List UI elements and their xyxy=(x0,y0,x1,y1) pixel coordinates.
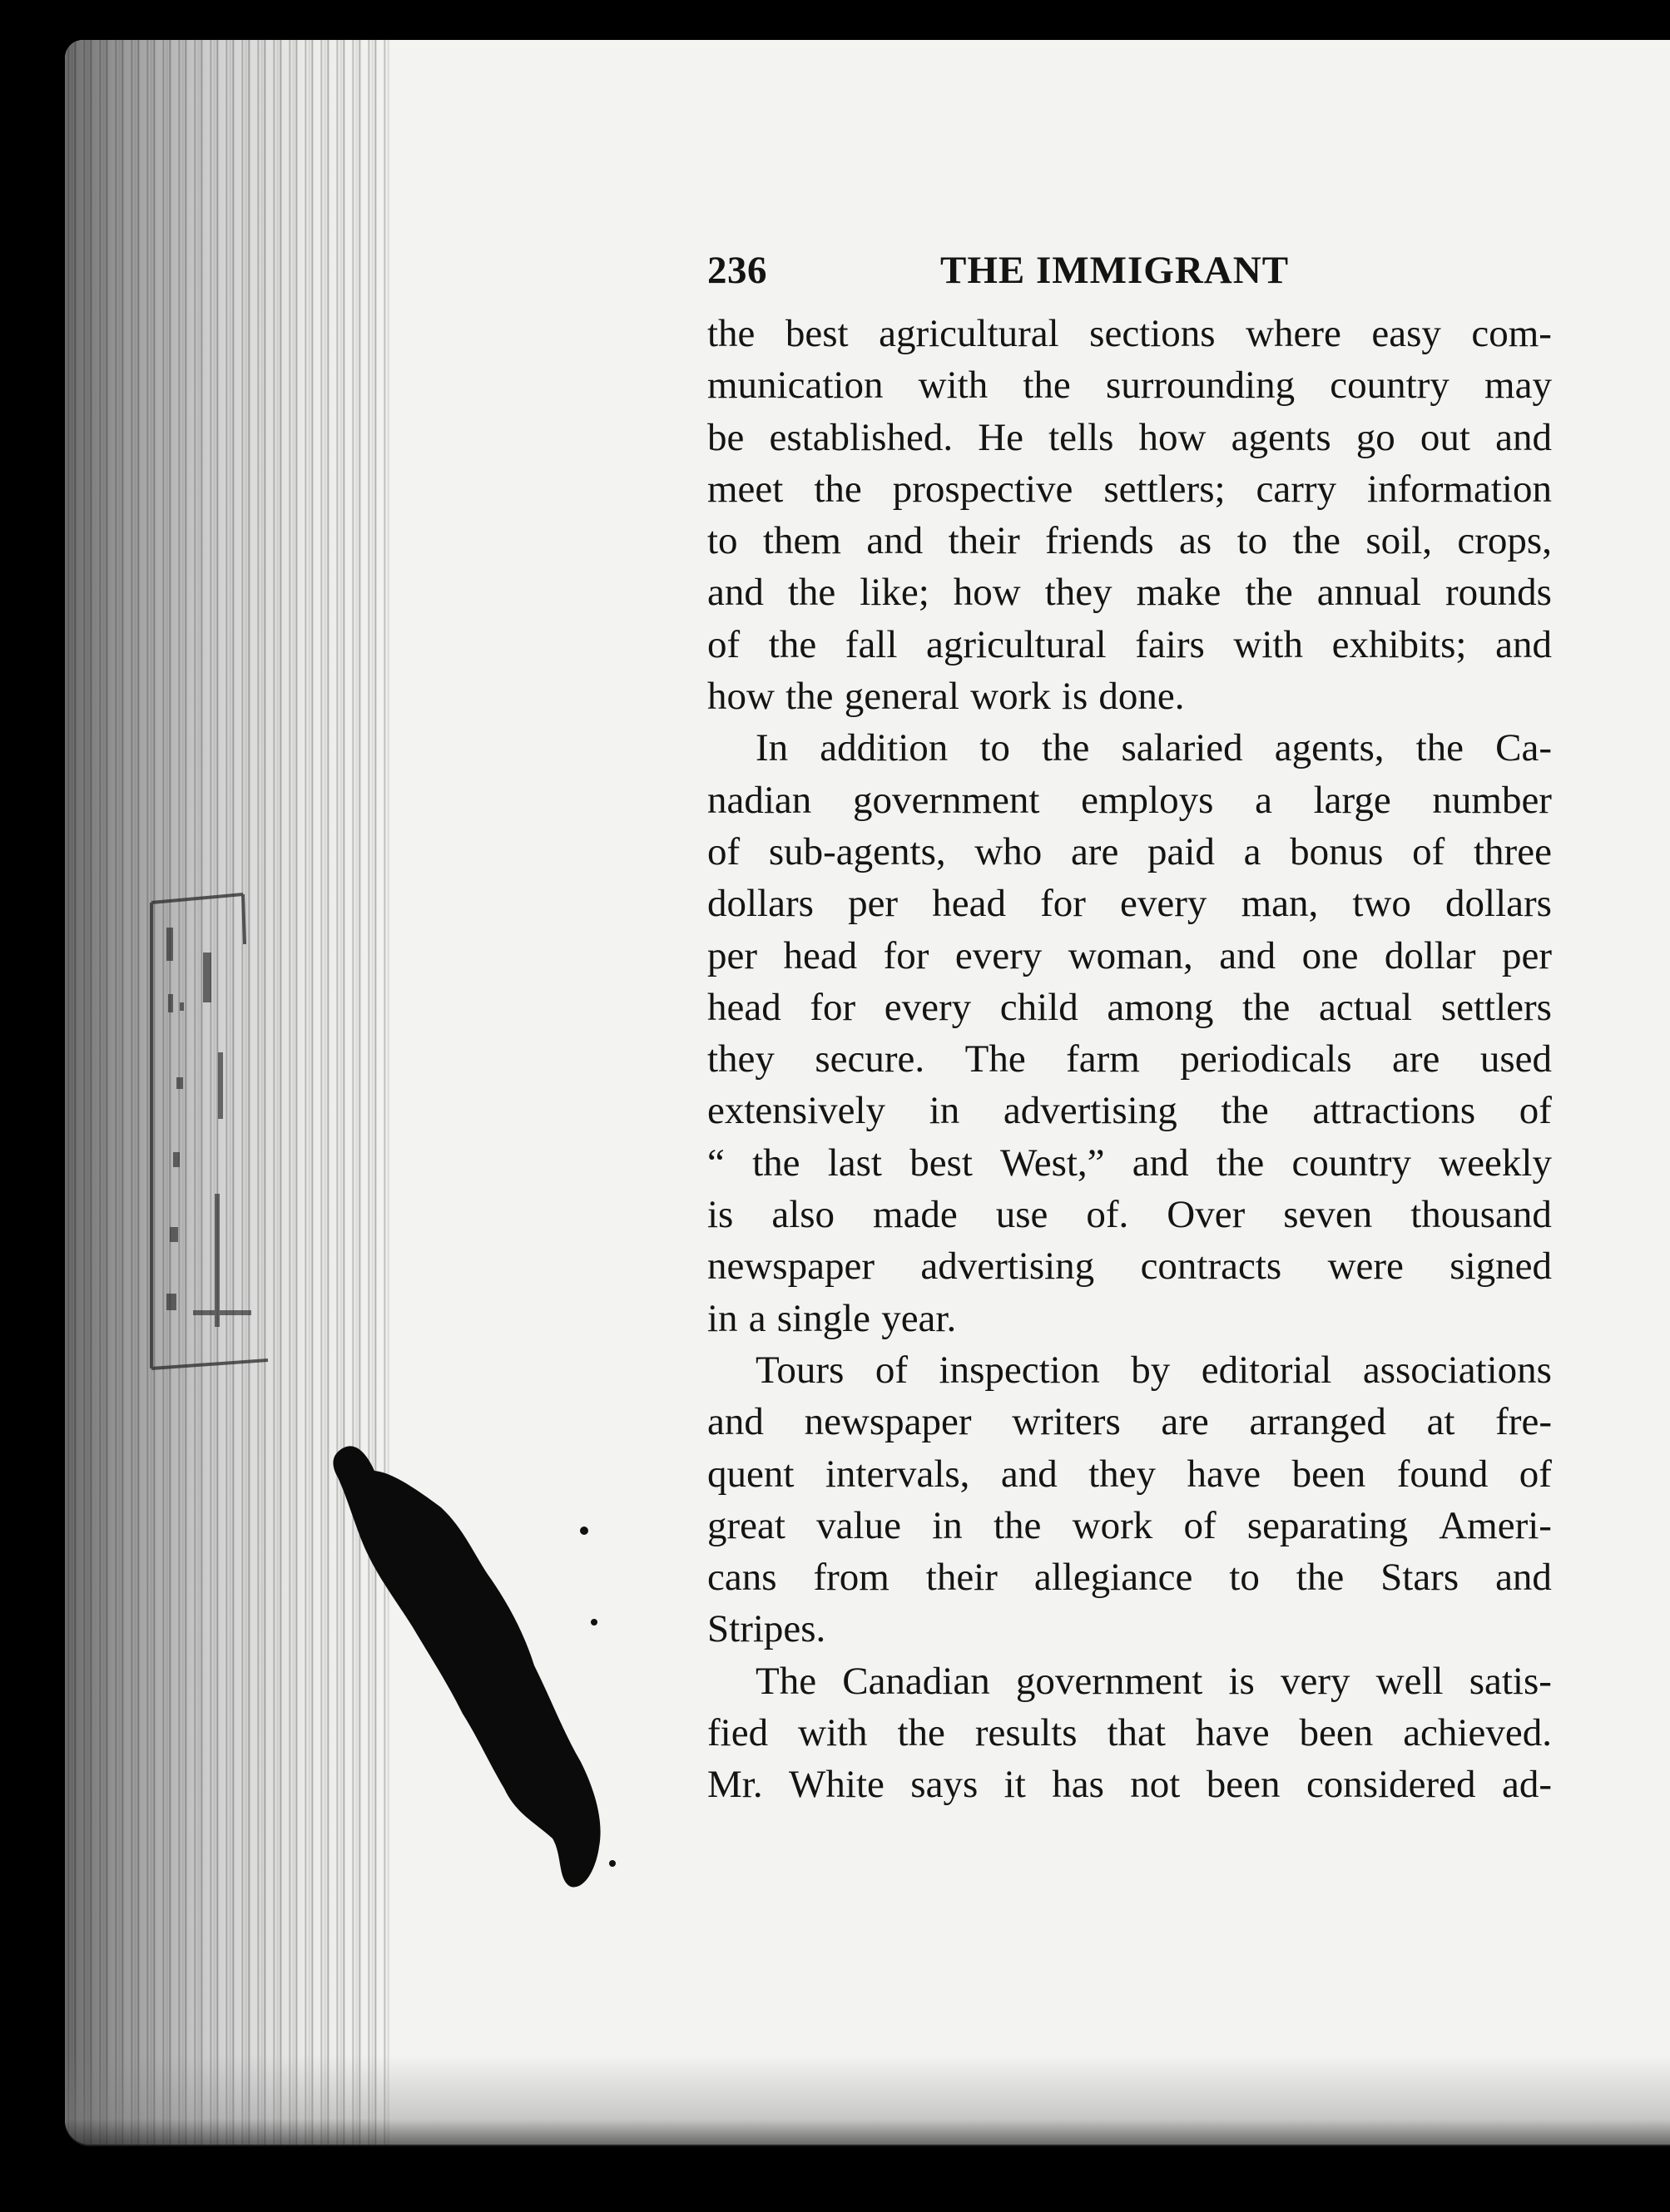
word: for xyxy=(883,933,929,977)
word: Canadian xyxy=(842,1659,990,1703)
word: been xyxy=(1291,1452,1366,1496)
word: thousand xyxy=(1410,1193,1552,1237)
word: with xyxy=(1233,622,1303,666)
word: weekly xyxy=(1439,1141,1552,1185)
word: crops, xyxy=(1457,519,1552,563)
word: by xyxy=(1131,1348,1171,1392)
word: as xyxy=(1179,519,1212,563)
word: done. xyxy=(1098,675,1185,719)
word: agents, xyxy=(1274,726,1385,770)
word: of. xyxy=(1086,1193,1129,1237)
word: the xyxy=(1296,1556,1345,1600)
word: country xyxy=(1291,1141,1412,1185)
word: is xyxy=(1228,1659,1255,1703)
word: arranged xyxy=(1249,1400,1386,1444)
text-line xyxy=(707,1759,1552,1810)
text-line xyxy=(707,826,1552,878)
word: to xyxy=(1229,1556,1260,1600)
word: of xyxy=(707,829,741,873)
text-line xyxy=(707,1707,1552,1759)
word: and xyxy=(866,519,924,563)
word: government xyxy=(1015,1659,1203,1703)
word: country xyxy=(1330,364,1449,408)
text-line xyxy=(707,567,1552,618)
word: associations xyxy=(1362,1348,1552,1392)
word: among xyxy=(1107,985,1214,1029)
text-line xyxy=(707,1655,1552,1707)
word: considered xyxy=(1306,1763,1476,1807)
word: Over xyxy=(1167,1193,1246,1237)
text-line xyxy=(707,1240,1552,1292)
word: and xyxy=(707,1400,764,1444)
word: the xyxy=(707,312,756,355)
text-line xyxy=(707,1137,1552,1189)
word: last xyxy=(827,1141,882,1185)
word: a xyxy=(1243,829,1261,873)
word: dollars xyxy=(707,882,814,926)
word: the xyxy=(1245,571,1293,615)
word: fre- xyxy=(1495,1400,1552,1444)
word: like; xyxy=(860,571,929,615)
word: In xyxy=(756,726,789,770)
word: very xyxy=(1281,1659,1350,1703)
word: periodicals xyxy=(1180,1037,1352,1081)
paragraph xyxy=(707,722,1552,1344)
word: and xyxy=(707,571,764,615)
word: attractions xyxy=(1312,1089,1476,1133)
word: per xyxy=(1501,933,1552,977)
word: head xyxy=(783,933,858,977)
word: make xyxy=(1136,571,1222,615)
word: tells xyxy=(1048,415,1114,459)
word: achieved. xyxy=(1403,1711,1552,1755)
word: the xyxy=(993,1503,1042,1547)
word: the xyxy=(897,1711,945,1755)
word: fall xyxy=(845,622,898,666)
word: three xyxy=(1474,829,1552,873)
word: farm xyxy=(1066,1037,1140,1081)
word: are xyxy=(1161,1400,1209,1444)
word: that xyxy=(1107,1711,1166,1755)
text-line xyxy=(707,1396,1552,1447)
word: editorial xyxy=(1201,1348,1332,1392)
word: have xyxy=(1187,1452,1261,1496)
word: addition xyxy=(820,726,949,770)
text-line xyxy=(707,1189,1552,1240)
word: of xyxy=(875,1348,909,1392)
word: fairs xyxy=(1135,622,1205,666)
word: of xyxy=(1183,1503,1217,1547)
text-line xyxy=(707,1085,1552,1136)
word: and xyxy=(1000,1452,1058,1496)
word: separating xyxy=(1246,1503,1408,1547)
text-line xyxy=(707,359,1552,411)
word: and xyxy=(1495,622,1552,666)
word: per xyxy=(848,882,899,926)
word: easy xyxy=(1371,312,1441,355)
text-line xyxy=(707,1603,1552,1655)
word: Mr. xyxy=(707,1763,763,1807)
word: best xyxy=(785,312,849,355)
word: the xyxy=(1415,726,1464,770)
word: best xyxy=(909,1141,973,1185)
word: government xyxy=(852,778,1040,822)
word: West,” xyxy=(1000,1141,1105,1185)
word: every xyxy=(1120,882,1207,926)
word: information xyxy=(1367,467,1552,511)
word: head xyxy=(707,985,781,1029)
word: established. xyxy=(769,415,954,459)
word: great xyxy=(707,1503,785,1547)
word: how xyxy=(953,571,1021,615)
word: ad- xyxy=(1501,1763,1552,1807)
word: says xyxy=(910,1763,979,1807)
word: at xyxy=(1426,1400,1455,1444)
word: they xyxy=(1044,571,1113,615)
word: the xyxy=(787,571,836,615)
word: paid xyxy=(1147,829,1215,873)
word: found xyxy=(1396,1452,1489,1496)
word: not xyxy=(1130,1763,1181,1807)
word: settlers; xyxy=(1103,467,1226,511)
word: the xyxy=(814,467,862,511)
text-line xyxy=(707,1500,1552,1551)
word: newspaper xyxy=(804,1400,972,1444)
word: Stars xyxy=(1380,1556,1459,1600)
word: it xyxy=(1003,1763,1026,1807)
word: well xyxy=(1375,1659,1444,1703)
word: prospective xyxy=(892,467,1073,511)
word: a xyxy=(1255,778,1272,822)
word: rounds xyxy=(1445,571,1552,615)
paragraph xyxy=(707,1655,1552,1811)
word: woman, xyxy=(1068,933,1193,977)
word: meet xyxy=(707,467,784,511)
word: were xyxy=(1327,1245,1404,1289)
running-title: THE IMMIGRANT xyxy=(940,249,1290,292)
text-line xyxy=(707,774,1552,826)
word: single xyxy=(776,1296,871,1340)
text-line xyxy=(707,722,1552,774)
word: general xyxy=(844,675,959,719)
word: the xyxy=(1241,985,1291,1029)
page-bottom-shadow xyxy=(65,2055,1670,2146)
word: The xyxy=(756,1659,817,1703)
word: Stripes. xyxy=(707,1607,826,1651)
word: agents xyxy=(1231,415,1331,459)
word: sections xyxy=(1089,312,1216,355)
word: to xyxy=(707,519,738,563)
paragraph xyxy=(707,1344,1552,1655)
text-line xyxy=(707,412,1552,463)
text-line xyxy=(707,463,1552,515)
word: how xyxy=(707,675,775,719)
word: be xyxy=(707,415,745,459)
word: is xyxy=(707,1193,734,1237)
text-line xyxy=(707,982,1552,1033)
word: with xyxy=(798,1711,868,1755)
word: is xyxy=(1061,675,1088,719)
ink-blot xyxy=(316,1431,616,1897)
word: agricultural xyxy=(879,312,1059,355)
word: The xyxy=(964,1037,1026,1081)
word: and xyxy=(1495,415,1552,459)
word: child xyxy=(999,985,1078,1029)
page-number: 236 xyxy=(707,249,767,292)
word: their xyxy=(948,519,1020,563)
word: newspaper xyxy=(707,1245,875,1289)
text-line xyxy=(707,1033,1552,1085)
word: soil, xyxy=(1365,519,1433,563)
word: of xyxy=(707,622,741,666)
text-line xyxy=(707,619,1552,671)
word: in xyxy=(929,1089,960,1133)
page-text xyxy=(707,248,1552,1811)
word: quent xyxy=(707,1452,795,1496)
word: extensively xyxy=(707,1089,886,1133)
word: how xyxy=(1138,415,1207,459)
word: employs xyxy=(1081,778,1214,822)
word: out xyxy=(1420,415,1470,459)
word: from xyxy=(813,1556,890,1600)
word: the xyxy=(752,1141,800,1185)
word: annual xyxy=(1316,571,1421,615)
word: secure. xyxy=(815,1037,925,1081)
word: have xyxy=(1195,1711,1270,1755)
word: the xyxy=(785,675,834,719)
word: also xyxy=(771,1193,835,1237)
word: friends xyxy=(1045,519,1154,563)
word: to xyxy=(979,726,1010,770)
text-line xyxy=(707,1551,1552,1603)
paragraph xyxy=(707,308,1552,722)
word: seven xyxy=(1283,1193,1373,1237)
word: use xyxy=(995,1193,1048,1237)
word: of xyxy=(1519,1089,1552,1133)
word: where xyxy=(1246,312,1341,355)
word: writers xyxy=(1012,1400,1121,1444)
word: munication xyxy=(707,364,884,408)
word: of xyxy=(1519,1452,1552,1496)
word: settlers xyxy=(1440,985,1552,1029)
word: made xyxy=(873,1193,958,1237)
word: they xyxy=(707,1037,775,1081)
word: exhibits; xyxy=(1331,622,1467,666)
word: fied xyxy=(707,1711,769,1755)
body-text xyxy=(707,308,1552,1811)
text-line xyxy=(707,1344,1552,1396)
word: satis- xyxy=(1469,1659,1552,1703)
word: cans xyxy=(707,1556,777,1600)
word: number xyxy=(1432,778,1552,822)
text-line xyxy=(707,1448,1552,1500)
word: the xyxy=(1023,364,1071,408)
word: per xyxy=(707,933,758,977)
word: man, xyxy=(1241,882,1319,926)
text-line xyxy=(707,671,1552,722)
word: head xyxy=(932,882,1006,926)
word: a xyxy=(748,1296,766,1340)
word: in xyxy=(932,1503,963,1547)
word: used xyxy=(1479,1037,1552,1081)
word: to xyxy=(1236,519,1268,563)
word: go xyxy=(1355,415,1395,459)
word: the xyxy=(768,622,817,666)
word: and xyxy=(1132,1141,1189,1185)
word: salaried xyxy=(1121,726,1243,770)
word: dollars xyxy=(1445,882,1552,926)
word: may xyxy=(1484,364,1552,408)
word: one xyxy=(1301,933,1359,977)
word: bonus xyxy=(1290,829,1384,873)
word: inspection xyxy=(939,1348,1100,1392)
word: and xyxy=(1495,1556,1552,1600)
word: value xyxy=(816,1503,901,1547)
word: large xyxy=(1313,778,1391,822)
word: has xyxy=(1052,1763,1104,1807)
running-head xyxy=(707,248,1552,308)
text-line xyxy=(707,308,1552,359)
library-stamp-mark xyxy=(143,878,293,1373)
word: Tours xyxy=(756,1348,845,1392)
word: carry xyxy=(1256,467,1337,511)
word: their xyxy=(925,1556,998,1600)
word: work xyxy=(970,675,1051,719)
word: they xyxy=(1088,1452,1157,1496)
word: for xyxy=(810,985,856,1029)
word: surrounding xyxy=(1105,364,1296,408)
word: Ameri- xyxy=(1439,1503,1552,1547)
word: com- xyxy=(1471,312,1552,355)
text-line xyxy=(707,930,1552,982)
word: actual xyxy=(1319,985,1413,1029)
word: for xyxy=(1040,882,1086,926)
word: with xyxy=(918,364,989,408)
text-line xyxy=(707,878,1552,929)
text-line xyxy=(707,1293,1552,1344)
word: work xyxy=(1072,1503,1153,1547)
word: White xyxy=(789,1763,885,1807)
word: them xyxy=(762,519,841,563)
word: year. xyxy=(881,1296,957,1340)
word: of xyxy=(1412,829,1445,873)
word: advertising xyxy=(920,1245,1095,1289)
word: nadian xyxy=(707,778,812,822)
word: are xyxy=(1391,1037,1440,1081)
word: are xyxy=(1070,829,1119,873)
word: agricultural xyxy=(926,622,1107,666)
word: “ xyxy=(707,1141,725,1185)
word: contracts xyxy=(1140,1245,1282,1289)
word: two xyxy=(1352,882,1411,926)
word: dollar xyxy=(1384,933,1476,977)
word: every xyxy=(884,985,972,1029)
word: sub-agents, xyxy=(768,829,946,873)
word: intervals, xyxy=(825,1452,970,1496)
word: and xyxy=(1219,933,1276,977)
word: allegiance xyxy=(1033,1556,1193,1600)
word: the xyxy=(1042,726,1090,770)
word: He xyxy=(978,415,1023,459)
word: in xyxy=(707,1296,738,1340)
word: the xyxy=(1292,519,1340,563)
word: every xyxy=(954,933,1043,977)
word: who xyxy=(974,829,1043,873)
word: Ca- xyxy=(1495,726,1552,770)
word: been xyxy=(1206,1763,1281,1807)
word: results xyxy=(974,1711,1078,1755)
word: been xyxy=(1299,1711,1374,1755)
text-line xyxy=(707,515,1552,567)
word: the xyxy=(1216,1141,1265,1185)
word: signed xyxy=(1449,1245,1552,1289)
word: the xyxy=(1221,1089,1269,1133)
word: advertising xyxy=(1003,1089,1177,1133)
